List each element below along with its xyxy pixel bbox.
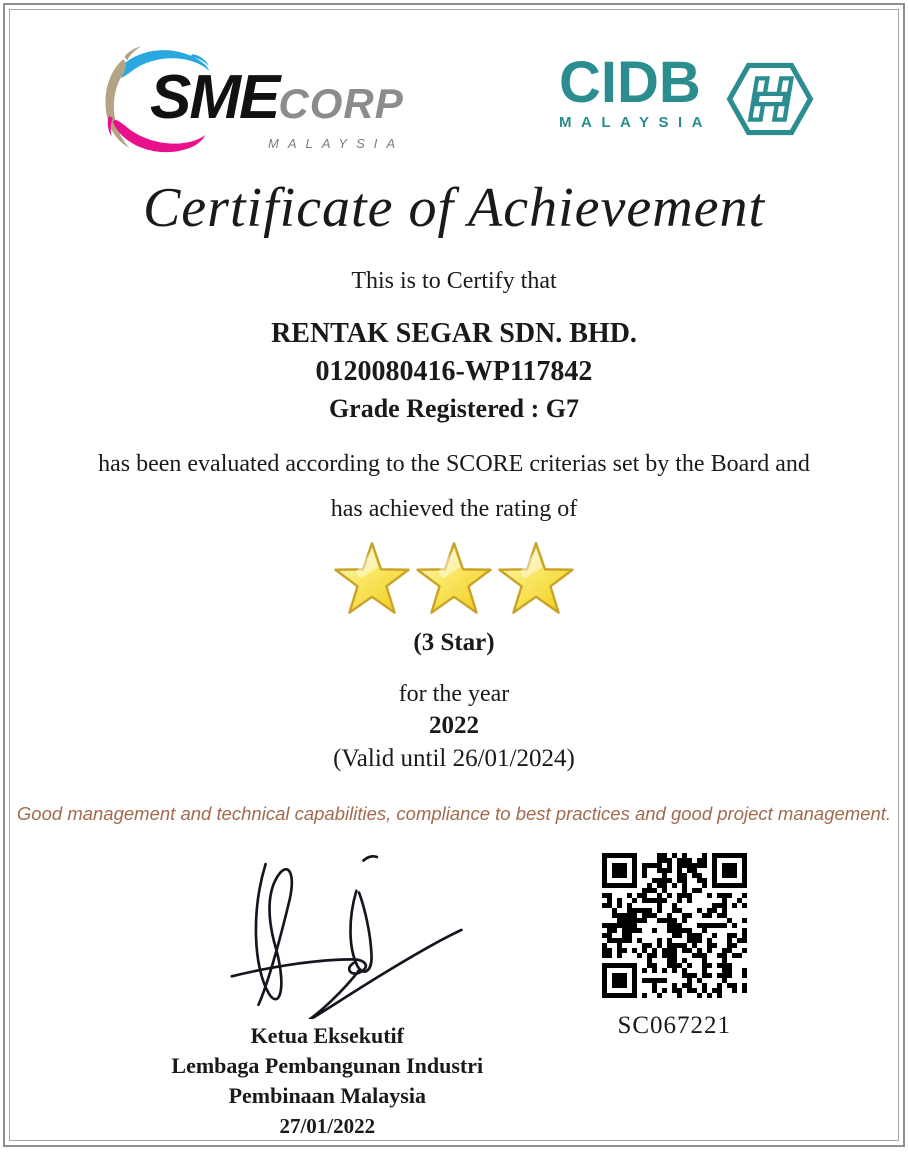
sme-wordmark <box>150 62 404 133</box>
evaluation-line-1: has been evaluated according to the SCORE criterias set by the Board and <box>98 451 810 477</box>
sme-name-text: SME <box>150 63 279 132</box>
certificate-outer-border <box>3 3 905 1147</box>
signatory-organization: Lembaga Pembangunan Industri Pembinaan Malaysia <box>171 1053 484 1108</box>
signature-icon <box>177 841 477 1019</box>
certificate-title: Certificate of Achievement <box>142 177 766 239</box>
year-intro: for the year <box>398 681 510 707</box>
intro-line: This is to Certify that <box>351 268 557 294</box>
year-value: 2022 <box>429 712 479 739</box>
cidb-malaysia-text: MALAYSIA <box>559 114 712 131</box>
sme-malaysia-text: MALAYSIA <box>268 136 405 151</box>
qr-block <box>517 841 832 1040</box>
qr-serial-label: SC067221 <box>617 1012 732 1039</box>
grade-line: Grade Registered : G7 <box>328 394 580 423</box>
sme-suffix-text: CORP <box>278 80 404 127</box>
signatory-title: Ketua Eksekutif <box>250 1023 404 1048</box>
signatory-date: 27/01/2022 <box>279 1114 376 1138</box>
evaluation-line-2: has achieved the rating of <box>330 496 578 522</box>
cidb-logo <box>559 50 818 142</box>
sme-corp-logo <box>88 40 478 162</box>
logo-header <box>10 10 898 162</box>
cidb-name-text: CIDB <box>559 50 701 115</box>
cidb-wordmark <box>559 50 712 131</box>
star-rating <box>10 539 898 621</box>
validity-line: (Valid until 26/01/2024) <box>333 745 575 772</box>
remark-line: Good management and technical capabilities, compliance to best practices and good project management. <box>16 803 892 824</box>
cidb-hexagon-icon <box>722 56 818 142</box>
star-icon <box>414 540 494 620</box>
registration-number: 0120080416-WP117842 <box>315 356 593 387</box>
star-icon <box>496 540 576 620</box>
star-icon <box>332 540 412 620</box>
rating-label: (3 Star) <box>413 629 495 656</box>
company-name: RENTAK SEGAR SDN. BHD. <box>271 318 637 349</box>
signatory-block <box>138 841 517 1141</box>
certificate-page <box>9 9 899 1141</box>
qr-code <box>602 853 747 998</box>
footer-row <box>10 841 898 1141</box>
